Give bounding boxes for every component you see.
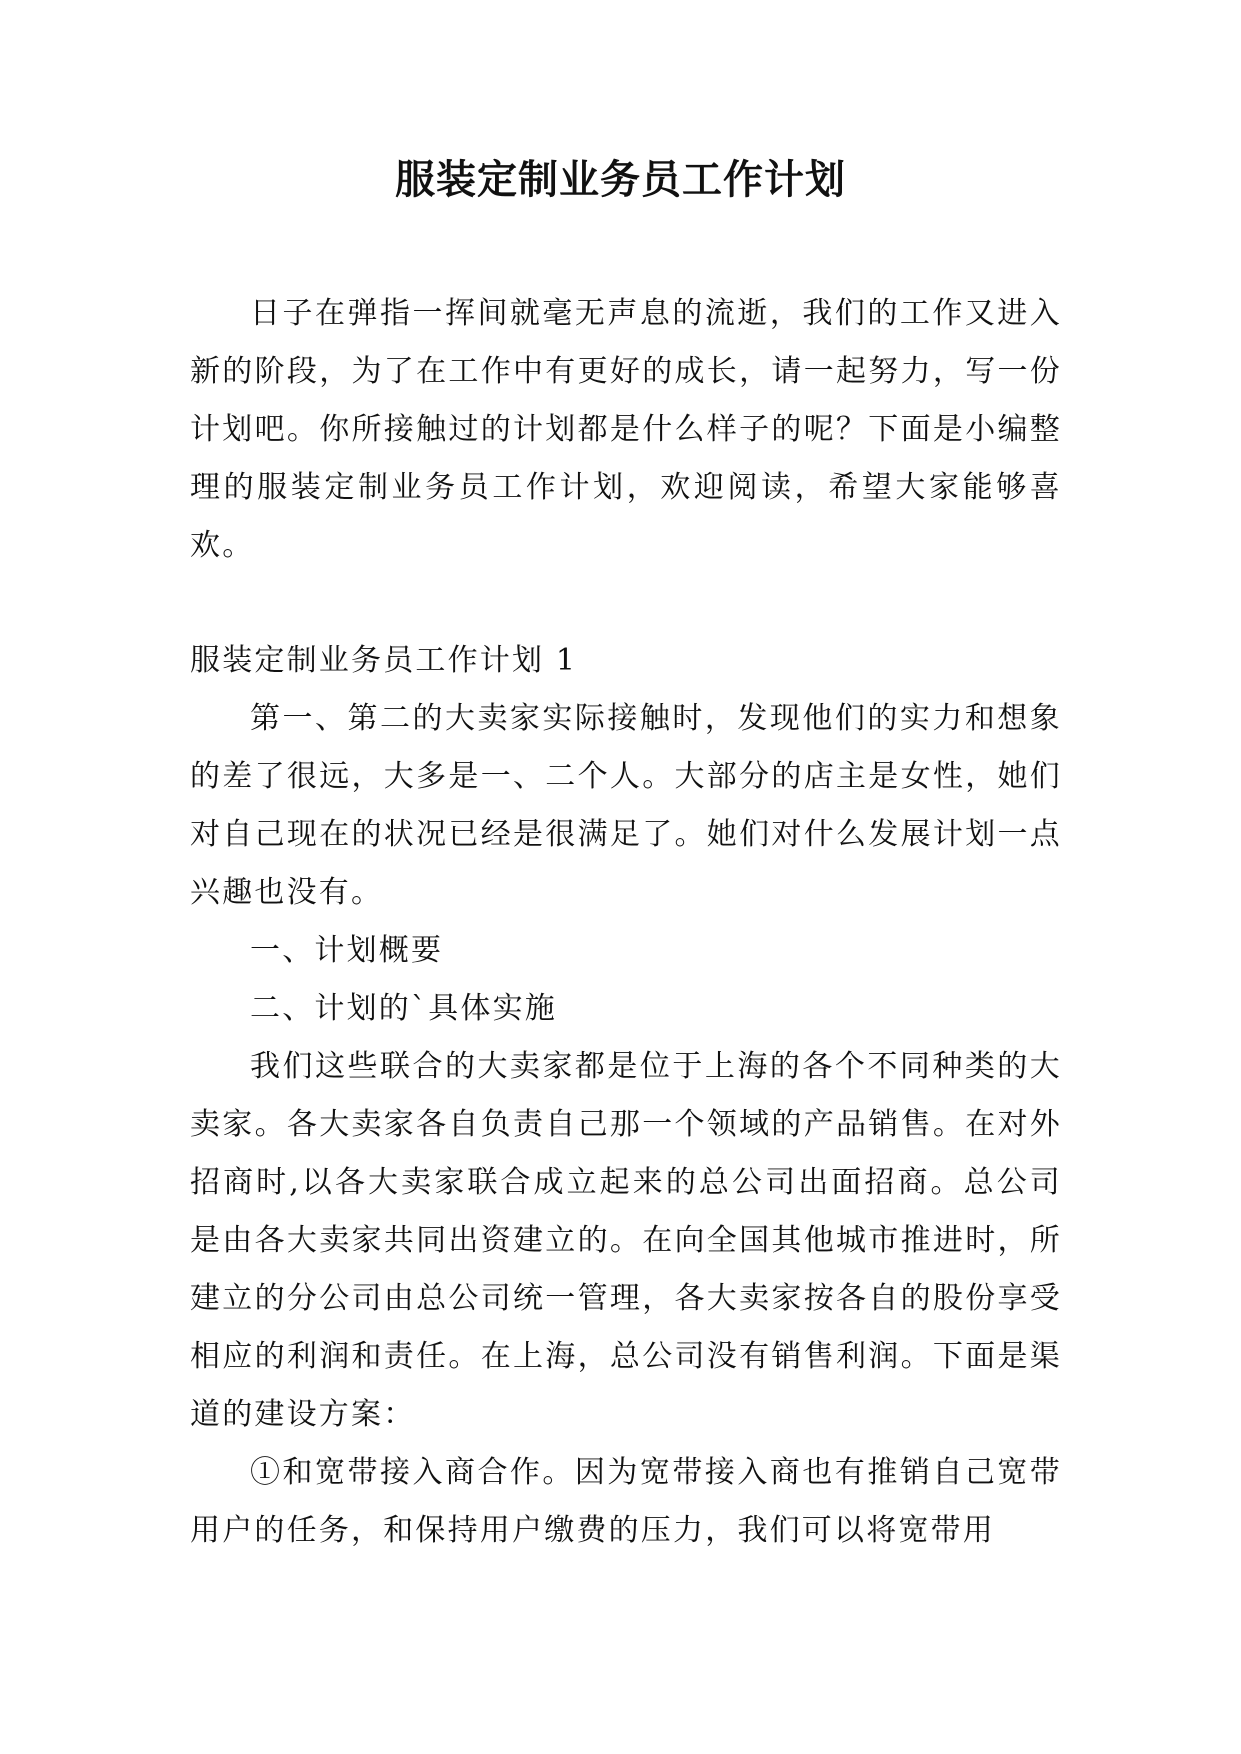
outline-item: 二、计划的`具体实施 bbox=[250, 991, 557, 1026]
document-title: 服装定制业务员工作计划 bbox=[395, 157, 846, 203]
intro-paragraph: 日子在弹指一挥间就毫无声息的流逝，我们的工作又进入新的阶段，为了在工作中有更好的成长，请一起努力，写一份计划吧。你所接触过的计划都是什么样子的呢？下面是小编整理的服装定制业务员工作计划，欢迎阅读，希望大家能够喜欢。 bbox=[190, 296, 1062, 563]
body-paragraph: 第一、第二的大卖家实际接触时，发现他们的实力和想象的差了很远，大多是一、二个人。大部分的店主是女性，她们对自己现在的状况已经是很满足了。她们对什么发展计划一点兴趣也没有。 bbox=[190, 701, 1062, 910]
section-heading: 服装定制业务员工作计划 1 bbox=[190, 643, 578, 678]
body-paragraph: 我们这些联合的大卖家都是位于上海的各个不同种类的大卖家。各大卖家各自负责自己那一个领域的产品销售。在对外招商时,以各大卖家联合成立起来的总公司出面招商。总公司是由各大卖家共同出资建立的。在向全国其他城市推进时，所建立的分公司由总公司统一管理，各大卖家按各自的股份享受相应的利润和责任。在上海，总公司没有销售利润。下面是渠道的建设方案： bbox=[190, 1049, 1062, 1432]
intro-block bbox=[190, 285, 1062, 575]
section-block bbox=[190, 632, 1062, 1560]
body-paragraph: ①和宽带接入商合作。因为宽带接入商也有推销自己宽带用户的任务，和保持用户缴费的压力，我们可以将宽带用 bbox=[190, 1455, 1062, 1548]
outline-item: 一、计划概要 bbox=[250, 933, 444, 968]
